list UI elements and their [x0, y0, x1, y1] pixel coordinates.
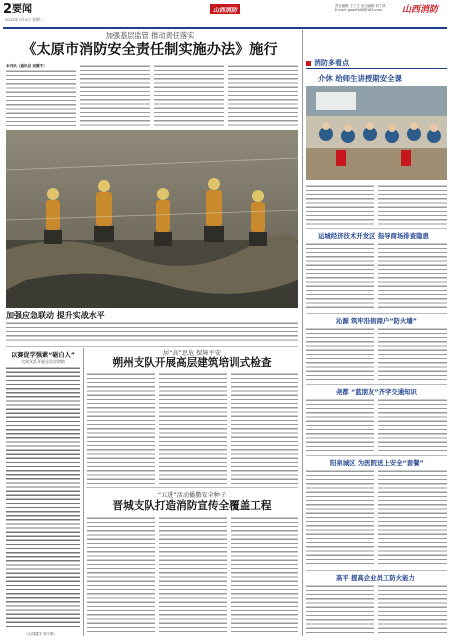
mid-body-col-1 [87, 372, 155, 484]
mid-body-col-2 [159, 372, 227, 484]
right-section-body-5a [306, 584, 374, 634]
right-section-body-5b [378, 584, 447, 634]
page-number: 2 [3, 2, 13, 17]
bottom-article-rule [86, 487, 298, 488]
right-section-body-4b [378, 469, 447, 567]
right-section-body-3a [306, 398, 374, 452]
contact-line-2: E-mail: gaoxf168@163.com [335, 8, 382, 12]
mid-kicker: 居“高”思危 保障平安 [163, 350, 221, 357]
sidebar-body-col-2 [378, 184, 447, 226]
masthead-red-tab [210, 4, 240, 14]
contact-line-1: 责任编辑 王丁文 见习编辑 刘丁琪 [335, 4, 386, 8]
right-section-body-2a [306, 327, 374, 381]
masthead-logo-center: 山西消防 [212, 6, 237, 14]
right-section-title-1: 运城经济技术开发区 指导商场排查隐患 [318, 232, 429, 240]
right-section-body-4a [306, 469, 374, 567]
right-column-divider [302, 30, 303, 636]
right-section-body-1b [378, 242, 447, 310]
masthead-rule [3, 27, 447, 29]
left-column-divider [83, 348, 84, 636]
lead-body-col-3 [154, 64, 224, 126]
mid-headline: 朔州支队开展高层建筑培训式检查 [112, 357, 272, 369]
bottom-body-col-2 [159, 516, 227, 634]
left-column-subline: 大同支队开展全员学消防 [21, 359, 65, 364]
sidebar-photo [306, 86, 447, 180]
section-marker-icon [306, 61, 311, 66]
bottom-headline: 晋城支队打造消防宣传全覆盖工程 [112, 500, 272, 512]
lead-body-col-1 [6, 69, 76, 126]
sidebar-body-col-1 [306, 184, 374, 226]
mid-body-col-3 [231, 372, 298, 484]
lead-body-col-2 [80, 64, 150, 126]
masthead-logo-right: 山西消防 [402, 5, 439, 15]
lead-kicker: 加强基层监管 推动责任落实 [105, 31, 195, 40]
right-divider-1 [306, 228, 447, 229]
bottom-kicker: “五进”活动播撒安全种子 [157, 492, 227, 499]
right-divider-4 [306, 455, 447, 456]
right-divider-5 [306, 570, 447, 571]
lead-headline: 《太原市消防安全责任制实施办法》施行 [22, 42, 278, 58]
classroom-photo-illustration [306, 86, 447, 180]
right-section-body-3b [378, 398, 447, 452]
left-column-top-rule [6, 346, 298, 347]
lead-photo-caption-body [6, 321, 298, 341]
date-line: 2022年7月5日 星期二 [5, 17, 44, 22]
right-section-title-3: 尧都 “蓝朋友”齐学交通知识 [336, 388, 417, 396]
bottom-body-col-3 [231, 516, 298, 634]
lead-byline: 本刊讯（通讯员 刘霞宇） [6, 64, 47, 68]
lead-body-col-4 [228, 64, 298, 126]
right-section-body-1a [306, 242, 374, 310]
sidebar-rule [306, 68, 447, 69]
right-section-title-4: 阳泉城区 为医院送上安全“套餐” [330, 459, 424, 467]
masthead [0, 0, 450, 30]
right-divider-3 [306, 384, 447, 385]
page-label: 要闻 [12, 4, 32, 15]
right-section-title-5: 高平 提高企业员工防火能力 [336, 574, 415, 582]
left-column-byline: （文/刘霞宇 刘丁琪） [24, 632, 57, 636]
bottom-body-col-1 [87, 516, 155, 634]
lead-photo-caption-title: 加强应急联动 提升实战水平 [6, 311, 105, 320]
right-section-title-2: 沁源 筑牢沿街商户“防火墙” [336, 317, 417, 325]
sidebar-title: 介休 给师生讲授期安全课 [318, 74, 402, 83]
right-divider-2 [306, 313, 447, 314]
lead-photo [6, 130, 298, 308]
lead-photo-illustration [6, 130, 298, 308]
sidebar-section-label: 消防多看点 [306, 58, 349, 68]
left-column-body [6, 366, 80, 630]
right-section-body-2b [378, 327, 447, 381]
left-column-headline: 以赛促学强素“砺白人” [11, 352, 75, 359]
